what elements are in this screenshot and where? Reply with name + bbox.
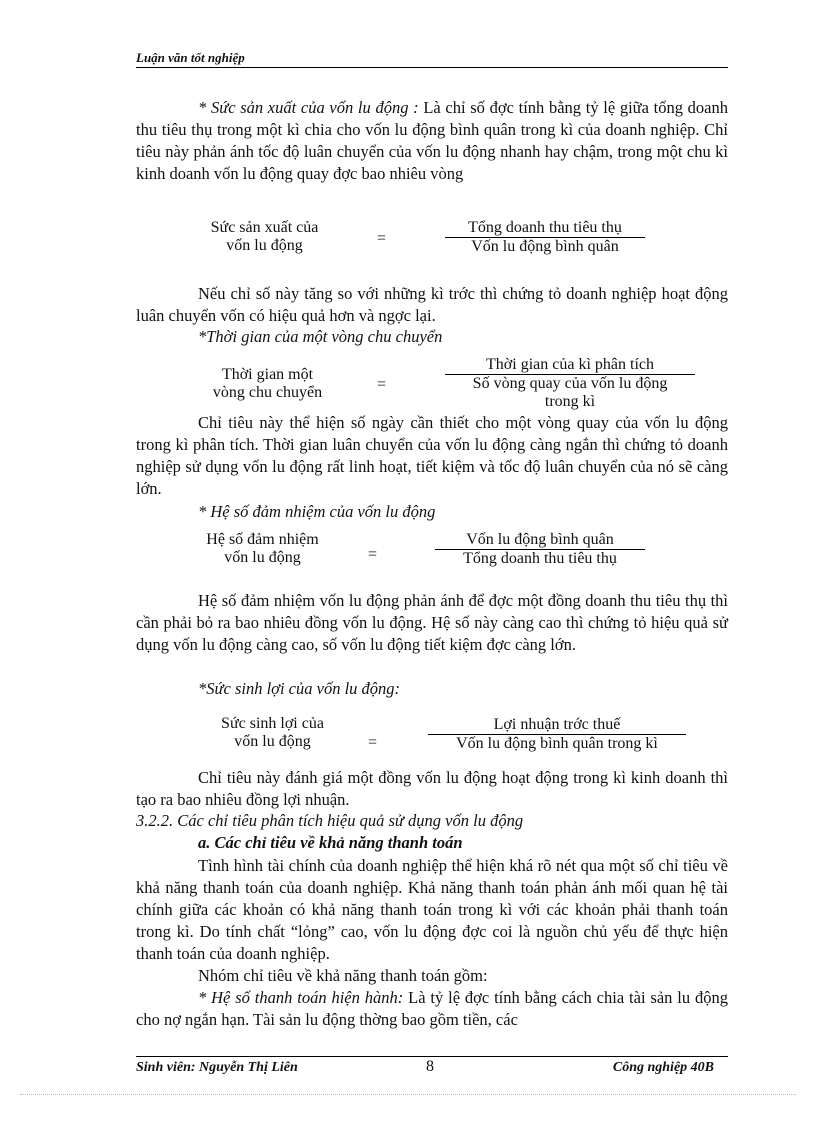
formula-3-fraction: [435, 531, 645, 568]
formula-3-label-line2: vốn lu động: [224, 549, 301, 566]
formula-1-fraction: [445, 219, 645, 256]
heading-responsibility-ratio: * Hệ số đảm nhiệm của vốn lu động: [198, 502, 436, 521]
term-label: * Sức sản xuất của vốn lu động :: [198, 98, 419, 117]
formula-1-numerator: Tổng doanh thu tiêu thụ: [445, 219, 645, 238]
footer-student: Sinh viên: Nguyễn Thị Liên: [136, 1060, 298, 1075]
formula-4-fraction: [428, 716, 686, 753]
paragraph-liquidity-group: Nhóm chỉ tiêu về khả năng thanh toán gồm:: [198, 966, 488, 985]
formula-3-numerator: Vốn lu động bình quân: [435, 531, 645, 550]
paragraph-cycle-time-note: Chỉ tiêu này thể hiện số ngày cần thiết cho một vòng quay của vốn lu động trong kì phân tích. Thời gian luân chuyển của vốn lu động càng ngắn thì chứng tỏ doanh nghiệp sử dụng vốn lu động rất linh hoạt, tiết kiệm và tốc độ luân chuyển của nó sẽ càng lớn.: [136, 413, 728, 498]
page-header: [136, 50, 728, 68]
formula-4-denominator: Vốn lu động bình quân trong kì: [456, 735, 658, 752]
subheading-liquidity: a. Các chỉ tiêu về khả năng thanh toán: [198, 833, 463, 852]
formula-2-label-line1: Thời gian một: [221, 366, 314, 383]
formula-2-label: [200, 366, 335, 402]
paragraph-text: Là tỷ lệ đợc tính bằng cách chia tài sản lu động cho nợ ngắn hạn. Tài sản lu động thờng bao gồm tiền, các: [136, 988, 728, 1029]
heading-cycle-time: *Thời gian của một vòng chu chuyển: [198, 327, 443, 346]
header-title: Luận văn tốt nghiệp: [136, 50, 245, 65]
footer-class: Công nghiệp 40B: [612, 1060, 714, 1075]
formula-2-equals: =: [377, 376, 387, 393]
paragraph-responsibility-note: Hệ số đảm nhiệm vốn lu động phản ánh để đợc một đồng doanh thu tiêu thụ thì cần phải bỏ ra bao nhiêu đồng vốn lu động. Hệ số này càng cao thì chứng tỏ hiệu quả sử dụng vốn lu động càng cao, số vốn lu động tiết kiệm đợc càng lớn.: [136, 591, 728, 654]
formula-1-label-line2: vốn lu động: [226, 237, 303, 254]
formula-2-denominator-line2: trong kì: [544, 393, 596, 410]
page-footer: [136, 1056, 728, 1077]
formula-4-numerator: Lợi nhuận trớc thuế: [428, 716, 686, 735]
formula-4-equals: =: [368, 734, 378, 751]
formula-1-label-line1: Sức sản xuất của: [210, 219, 319, 236]
formula-3-label: [190, 531, 335, 567]
formula-3-label-line1: Hệ số đảm nhiệm: [206, 531, 319, 548]
formula-2-label-line2: vòng chu chuyển: [212, 384, 323, 401]
formula-1-denominator: Vốn lu động bình quân: [471, 238, 619, 255]
page-number: 8: [426, 1058, 434, 1075]
formula-1-label: [192, 219, 337, 255]
formula-2-fraction: [445, 356, 695, 411]
heading-profitability: *Sức sinh lợi của vốn lu động:: [198, 679, 401, 698]
formula-3-denominator: Tổng doanh thu tiêu thụ: [463, 550, 617, 567]
paragraph-liquidity: Tình hình tài chính của doanh nghiệp thể hiện khá rõ nét qua một số chỉ tiêu về khả năng thanh toán của doanh nghiệp. Khả năng thanh toán phản ánh mối quan hệ tài chính giữa các khoản có khả năng thanh toán trong kì với các khoản phải thanh toán trong kì. Do tính chất “lỏng” cao, vốn lu động đợc coi là nguồn chủ yếu để thực hiện thanh toán của doanh nghiệp.: [136, 856, 728, 963]
term-label: * Hệ số thanh toán hiện hành:: [198, 988, 404, 1007]
paragraph-working-capital-productivity: [136, 97, 728, 185]
formula-2-denominator-line1: Số vòng quay của vốn lu động: [472, 375, 668, 392]
formula-3-equals: =: [368, 546, 378, 563]
formula-4-label-line1: Sức sinh lợi của: [221, 715, 324, 732]
formula-4-label-line2: vốn lu động: [234, 733, 311, 750]
formula-1-equals: =: [377, 230, 387, 247]
paragraph-current-ratio: [136, 987, 728, 1031]
formula-4-label: [200, 715, 345, 751]
page-edge-divider: [20, 1094, 796, 1095]
section-heading-3-2-2: 3.2.2. Các chỉ tiêu phân tích hiệu quả sử dụng vốn lu động: [136, 811, 524, 830]
paragraph-text: Là chỉ số đợc tính bằng tỷ lệ giữa tổng doanh thu tiêu thụ trong một kì chia cho vốn lu động bình quân trong kì của doanh nghiệp. Chỉ tiêu này phản ánh tốc độ luân chuyển của vốn lu động nhanh hay chậm, trong một chu kì kinh doanh vốn lu động quay đợc bao nhiêu vòng: [136, 98, 728, 183]
formula-2-numerator: Thời gian của kì phân tích: [445, 356, 695, 375]
paragraph-capital-turnover-note: Nếu chỉ số này tăng so với những kì trớc thì chứng tỏ doanh nghiệp hoạt động luân chuyển vốn có hiệu quả hơn và ngợc lại.: [136, 284, 728, 325]
paragraph-profitability-note: Chỉ tiêu này đánh giá một đồng vốn lu động hoạt động trong kì kinh doanh thì tạo ra bao nhiêu đồng lợi nhuận.: [136, 768, 728, 809]
